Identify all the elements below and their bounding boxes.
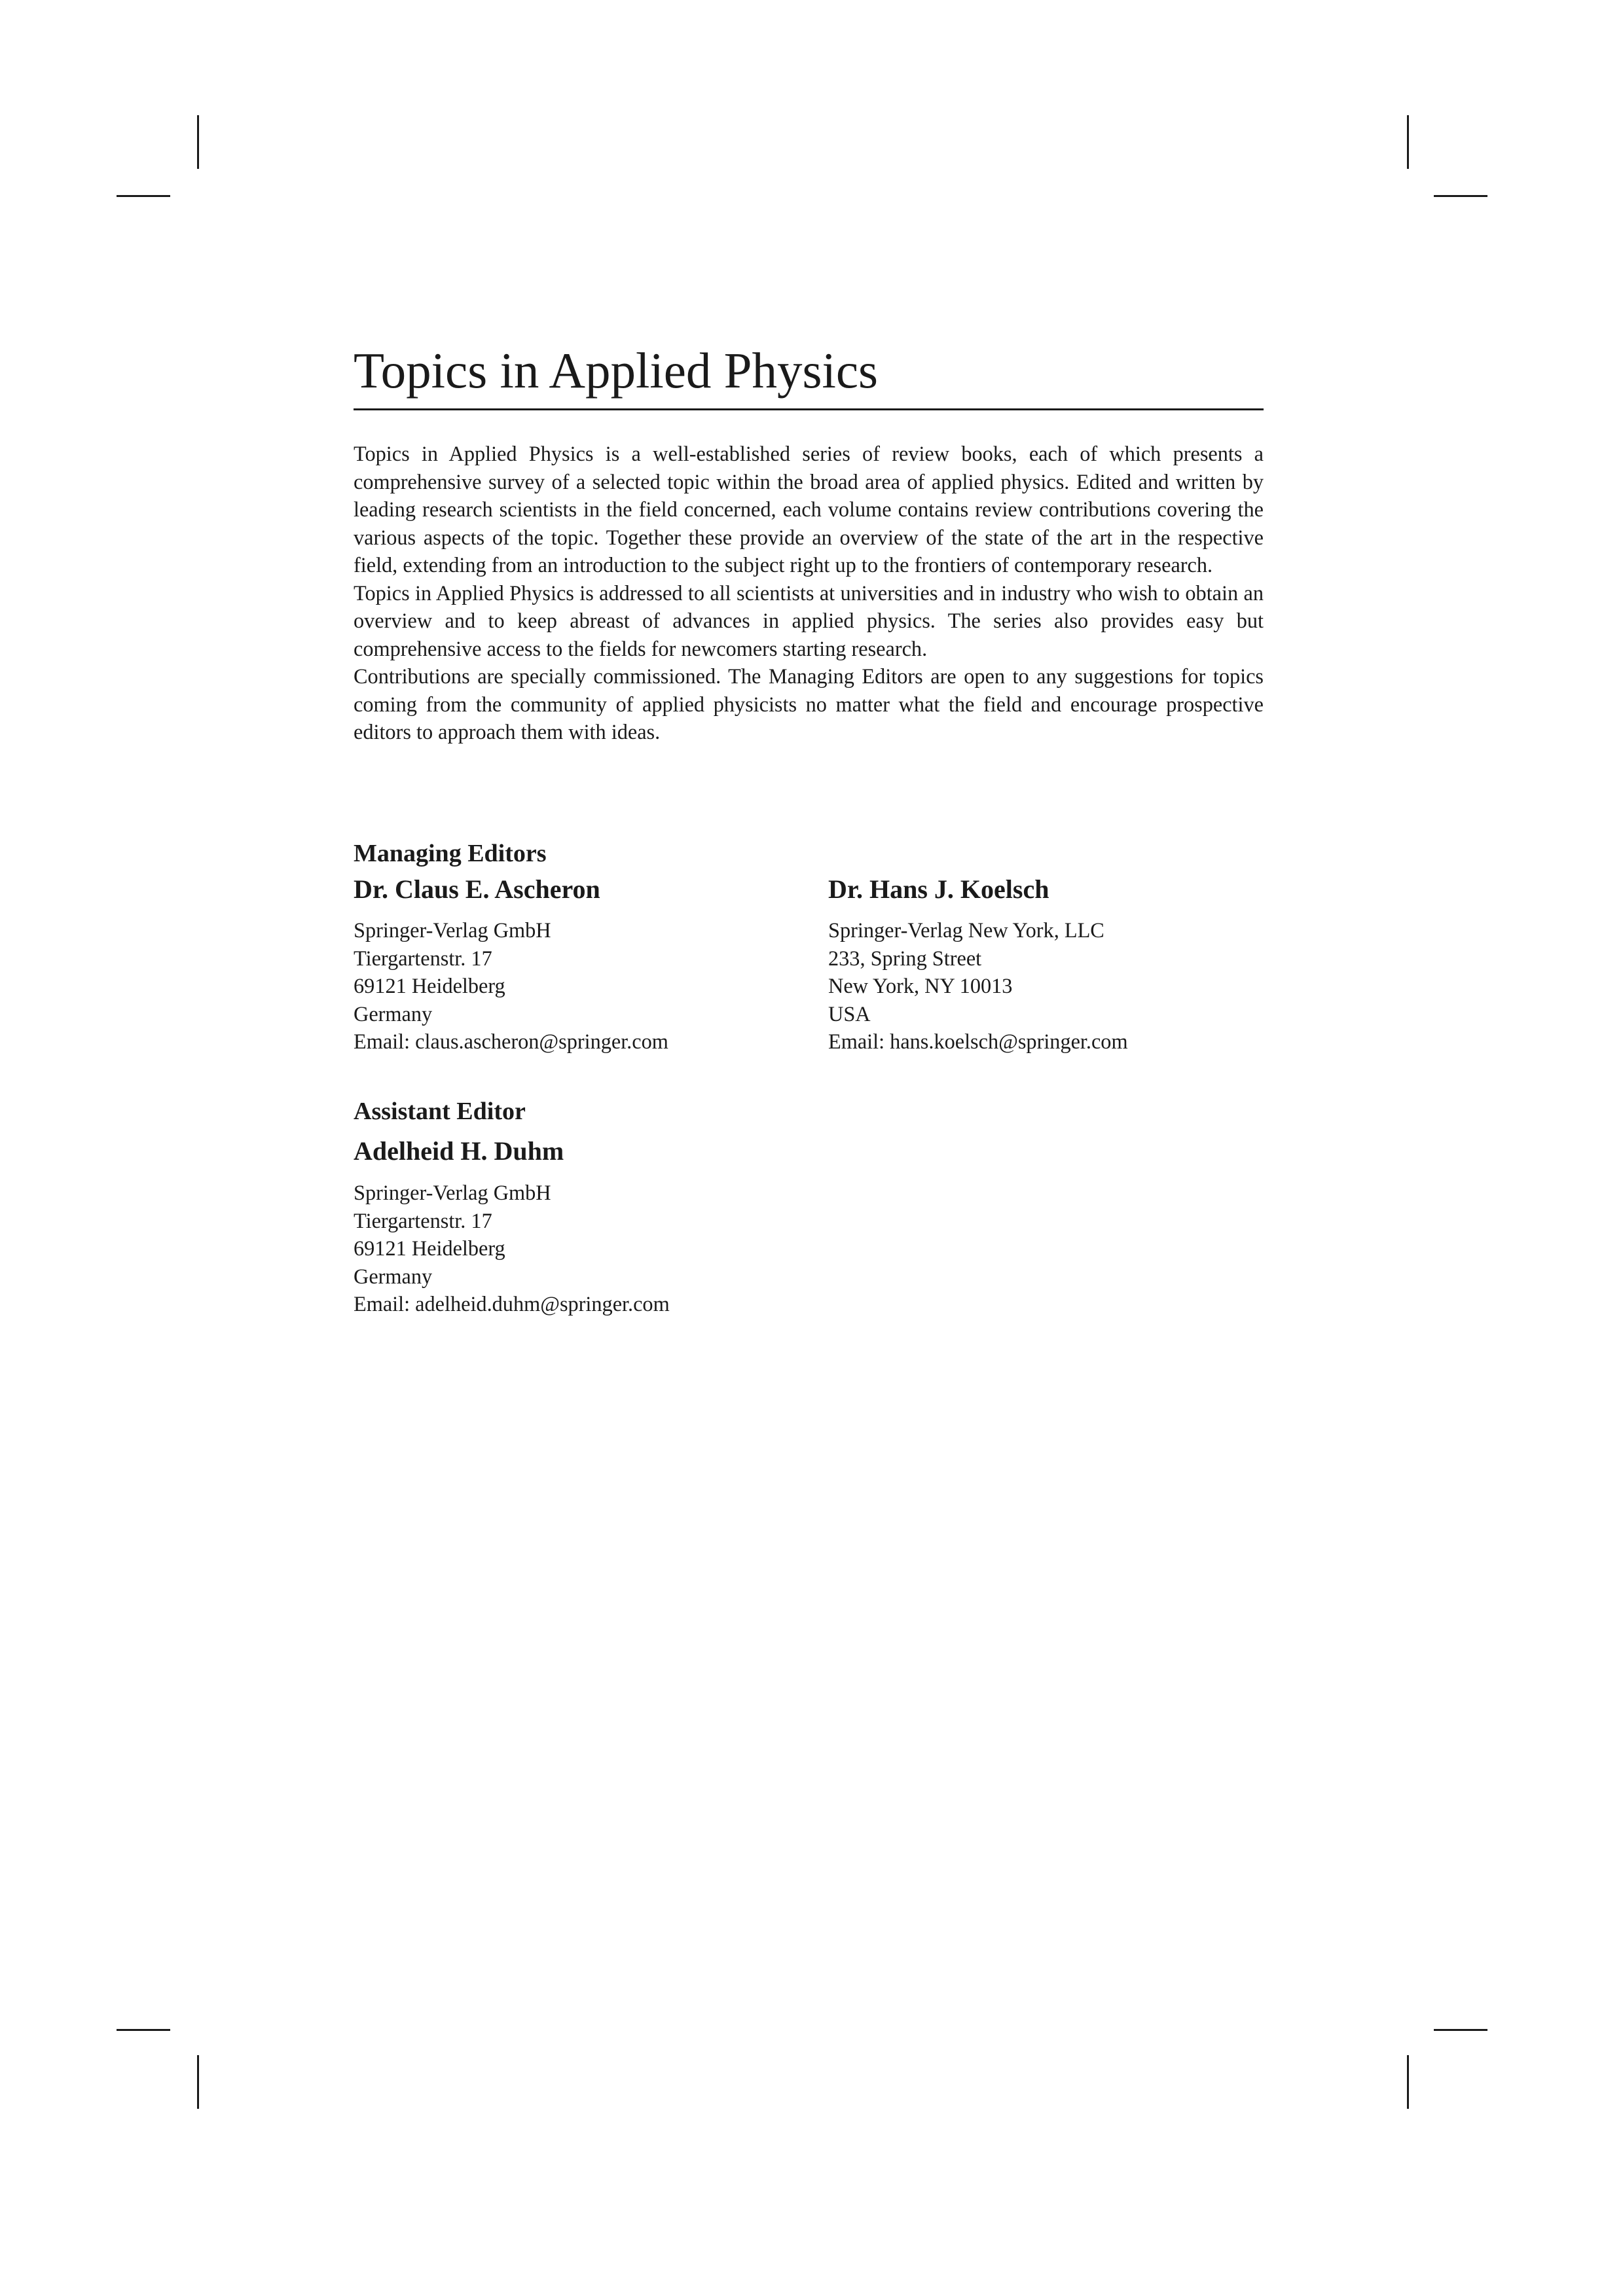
- email-line: Email: claus.ascheron@springer.com: [354, 1030, 668, 1053]
- address-line: Springer-Verlag New York, LLC: [828, 918, 1104, 942]
- editor-name-duhm: Adelheid H. Duhm: [354, 1136, 564, 1166]
- email-line: Email: hans.koelsch@springer.com: [828, 1030, 1128, 1053]
- title-rule: [354, 408, 1264, 410]
- editor-name-ascheron: Dr. Claus E. Ascheron: [354, 874, 600, 904]
- email-line: Email: adelheid.duhm@springer.com: [354, 1292, 670, 1316]
- editor-address-duhm: [354, 1179, 670, 1318]
- crop-mark-bottom-right-vertical: [1407, 2055, 1409, 2109]
- address-line: USA: [828, 1001, 871, 1026]
- address-line: 69121 Heidelberg: [354, 974, 505, 997]
- intro-paragraph-1: Topics in Applied Physics is a well-established series of review books, each of which presents a comprehensive survey of a selected topic within the broad area of applied physics. Edited and written by leading research scientists in the field concerned, each volume contains review contributions covering the various aspects of the topic. Together these provide an overview of the state of the art in the respective field, extending from an introduction to the subject right up to the frontiers of contemporary research.: [354, 442, 1264, 577]
- crop-mark-bottom-right-horizontal: [1434, 2029, 1487, 2031]
- editor-name-koelsch: Dr. Hans J. Koelsch: [828, 874, 1049, 904]
- address-line: Tiergartenstr. 17: [354, 946, 492, 970]
- address-line: 233, Spring Street: [828, 946, 982, 970]
- editor-address-ascheron: [354, 916, 668, 1056]
- crop-mark-top-right-horizontal: [1434, 195, 1487, 197]
- crop-mark-top-left-horizontal: [117, 195, 170, 197]
- address-line: Springer-Verlag GmbH: [354, 918, 551, 942]
- intro-paragraph-3: Contributions are specially commissioned. The Managing Editors are open to any suggestions for topics coming from the community of applied physicists no matter what the field and encourage prospective editors to approach them with ideas.: [354, 664, 1264, 744]
- crop-mark-top-right-vertical: [1407, 115, 1409, 169]
- intro-paragraph-2: Topics in Applied Physics is addressed to all scientists at universities and in industry who wish to obtain an overview and to keep abreast of advances in applied physics. The series also provides easy but comprehensive access to the fields for newcomers starting research.: [354, 581, 1264, 660]
- crop-mark-top-left-vertical: [197, 115, 199, 169]
- crop-mark-bottom-left-vertical: [197, 2055, 199, 2109]
- address-line: Germany: [354, 1264, 433, 1288]
- assistant-editor-heading: Assistant Editor: [354, 1098, 526, 1125]
- address-line: Tiergartenstr. 17: [354, 1208, 492, 1232]
- address-line: Springer-Verlag GmbH: [354, 1181, 551, 1204]
- address-line: 69121 Heidelberg: [354, 1236, 505, 1260]
- address-line: New York, NY 10013: [828, 974, 1013, 997]
- address-line: Germany: [354, 1001, 433, 1026]
- page-title: Topics in Applied Physics: [354, 342, 878, 399]
- intro-text: [354, 440, 1264, 746]
- managing-editors-heading: Managing Editors: [354, 840, 547, 867]
- editor-address-koelsch: [828, 916, 1128, 1056]
- crop-mark-bottom-left-horizontal: [117, 2029, 170, 2031]
